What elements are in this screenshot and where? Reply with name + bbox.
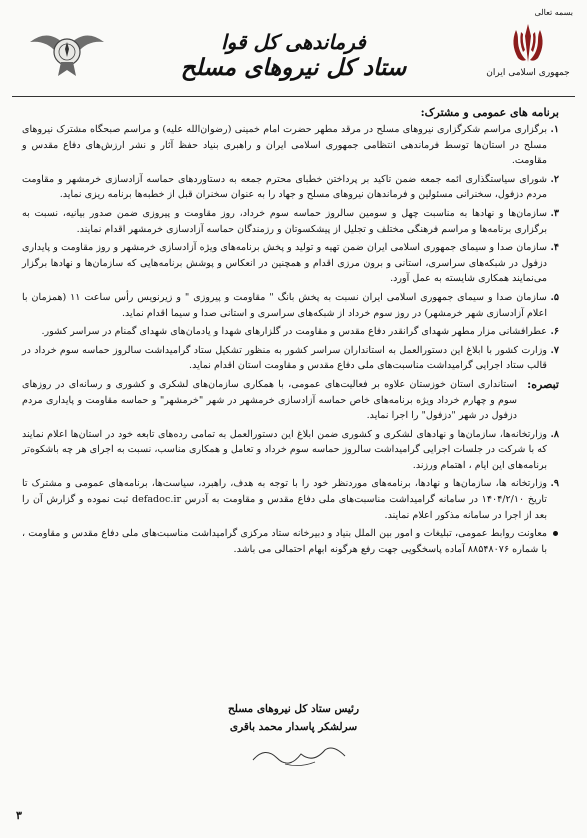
item-text: شورای سیاستگذاری ائمه جمعه ضمن تاکید بر پرداختن خطبای محترم جمعه به دستاوردهای حماسه آزادسازی خرمشهر و مقاومت مردم دزفول، سخنرانی مسئولین و فرماندهان نیروهای مسلح و جهاد را به عنوان سخنران قبل از خطبه‌ها برنامه ریزی نماید. — [22, 173, 547, 201]
signature-scribble-icon — [245, 740, 355, 770]
item-text: وزارت کشور با ابلاغ این دستورالعمل به استانداران سراسر کشور به منظور تشکیل ستاد گرامیداشت سالروز حماسه سوم خرداد در قالب ستاد اجرایی گرامیداشت مناسبت‌های ملی دفاع مقدس و مقاومت استان اقدام نماید. — [22, 344, 547, 372]
item-number: ۴. — [550, 242, 559, 254]
item-text: سازمان صدا و سیمای جمهوری اسلامی ایران نسبت به پخش بانگ " مقاومت و پیروزی " و زیرنویس رأس ساعت ۱۱ (همزمان با اعلام آزادسازی شهر خرمشهر) در روز سوم خرداد از شبکه‌های سراسری و استانی صدا و سیما اقدام نماید. — [22, 291, 547, 319]
item-number: ۸. — [550, 428, 559, 440]
item-text: سازمان‌ها و نهادها به مناسبت چهل و سومین سالروز حماسه سوم خرداد، روز مقاومت و پیروزی ضمن صدور بیانیه، نسبت به برگزاری برنامه‌ها و مراسم فرهنگی مختلف و تجلیل از پیشکسوتان و رزمندگان حماسه آزادسازی خرمشهر اقدام نمایند. — [22, 207, 547, 235]
note-text: استانداری استان خوزستان علاوه بر فعالیت‌های عمومی، با همکاری سازمان‌های لشکری و کشوری و رسانه‌ای در روزهای سوم و چهارم خرداد ویژه برنامه‌های خاص حماسه آزادسازی خرمشهر در شهر "خرمشهر" و حماسه مقاومت و پایداری مردم دزفول در شهر "دزفول" را اجرا نماید. — [22, 378, 517, 422]
iran-caption: جمهوری اسلامی ایران — [486, 68, 570, 78]
item-text: سازمان صدا و سیمای جمهوری اسلامی ایران ضمن تهیه و تولید و پخش برنامه‌های ویژه آزادسازی خرمشهر و روز مقاومت و پایداری دزفول در شبکه‌های سراسری، استانی و برون مرزی اقدام و همچنین در انعکاس و پوشش برنامه‌هایی که سازمان‌ها و نهادها برگزار می‌نمایند همکاری شایسته به عمل آورد. — [22, 242, 547, 285]
header-basmala: بسمه تعالی — [534, 8, 573, 17]
item-number: ۵. — [550, 291, 559, 303]
item-number: ۳. — [550, 207, 559, 219]
note-title: تبصره: — [527, 377, 559, 391]
list-item — [22, 290, 559, 321]
list-item — [22, 122, 559, 169]
list-item — [22, 206, 559, 237]
document-body — [22, 104, 559, 557]
list-item — [22, 324, 559, 340]
header-divider — [12, 96, 575, 97]
list-item — [22, 476, 559, 523]
item-number: ۹. — [550, 478, 559, 490]
list-item — [22, 427, 559, 474]
document-header — [0, 30, 587, 82]
item-text: وزارتخانه‌ها، سازمان‌ها و نهادهای لشکری و کشوری ضمن ابلاغ این دستورالعمل به تمامی رده‌های تابعه خود در استان‌ها اعلام نمایند که با شرکت در جلسات اجرایی گرامیداشت سالروز حماسه سوم خرداد و تعامل و همکاری مناسب، نسبت به اجرای هر چه باشکوه‌تر برنامه‌های این ایام ، اهتمام ورزند. — [22, 428, 547, 471]
signature-title: رئیس ستاد کل نیروهای مسلح — [227, 703, 360, 715]
list-item — [22, 172, 559, 203]
page-number: ۳ — [16, 809, 22, 822]
bullet-item — [22, 526, 559, 557]
bullet-dot-icon — [553, 531, 558, 536]
header-line-2: ستاد کل نیروهای مسلح — [180, 54, 407, 81]
item-text: وزارتخانه ها، سازمان‌ها و نهادها، برنامه‌های موردنظر خود را با توجه به هدف، راهبرد، سیاست‌ها، برنامه‌های عمومی و مشترک تا تاریخ ۱۴۰۴/۲/۱۰ در سامانه گرامیداشت مناسبت‌های ملی دفاع مقدس و مقاومت به آدرس defadoc.ir ثبت نموده و گزارش آن را بعد از اجرا در سامانه مذکور اعلام نمایند. — [22, 478, 547, 521]
section-title: برنامه های عمومی و مشترک: — [420, 106, 559, 119]
item-text: برگزاری مراسم شکرگزاری نیروهای مسلح در مرقد مطهر حضرت امام خمینی (رضوان‌الله علیه) و مراسم صبحگاه مشترک نیروهای مسلح در استان‌ها توسط فرماندهی انتظامی جمهوری اسلامی ایران و راهبری بنیاد حفظ آثار و نشر ارزش‌های دفاع مقدس و مقاومت. — [22, 124, 547, 167]
item-number: ۱. — [550, 124, 559, 135]
item-number: ۲. — [550, 173, 559, 185]
bullet-text: معاونت روابط عمومی، تبلیغات و امور بین الملل بنیاد و دبیرخانه ستاد مرکزی گرامیداشت مناسبت‌های ملی دفاع مقدس و مقاومت ، با شماره ۸۸۵۴۸۰۷۶ آماده پاسخگویی جهت رفع هرگونه ابهام احتمالی می باشد. — [22, 528, 547, 555]
item-text: عطرافشانی مزار مطهر شهدای گرانقدر دفاع مقدس و مقاومت در گلزارهای شهدا و یادمان‌های شهدای گمنام در سراسر کشور. — [41, 326, 547, 338]
note-block — [22, 377, 559, 424]
item-number: ۶. — [550, 326, 559, 338]
signature-block — [0, 700, 587, 736]
item-number: ۷. — [550, 344, 559, 356]
header-line-1: فرماندهی کل قوا — [221, 30, 366, 54]
signature-name: سرلشکر پاسدار محمد باقری — [229, 721, 358, 733]
list-item — [22, 343, 559, 374]
list-item — [22, 240, 559, 287]
